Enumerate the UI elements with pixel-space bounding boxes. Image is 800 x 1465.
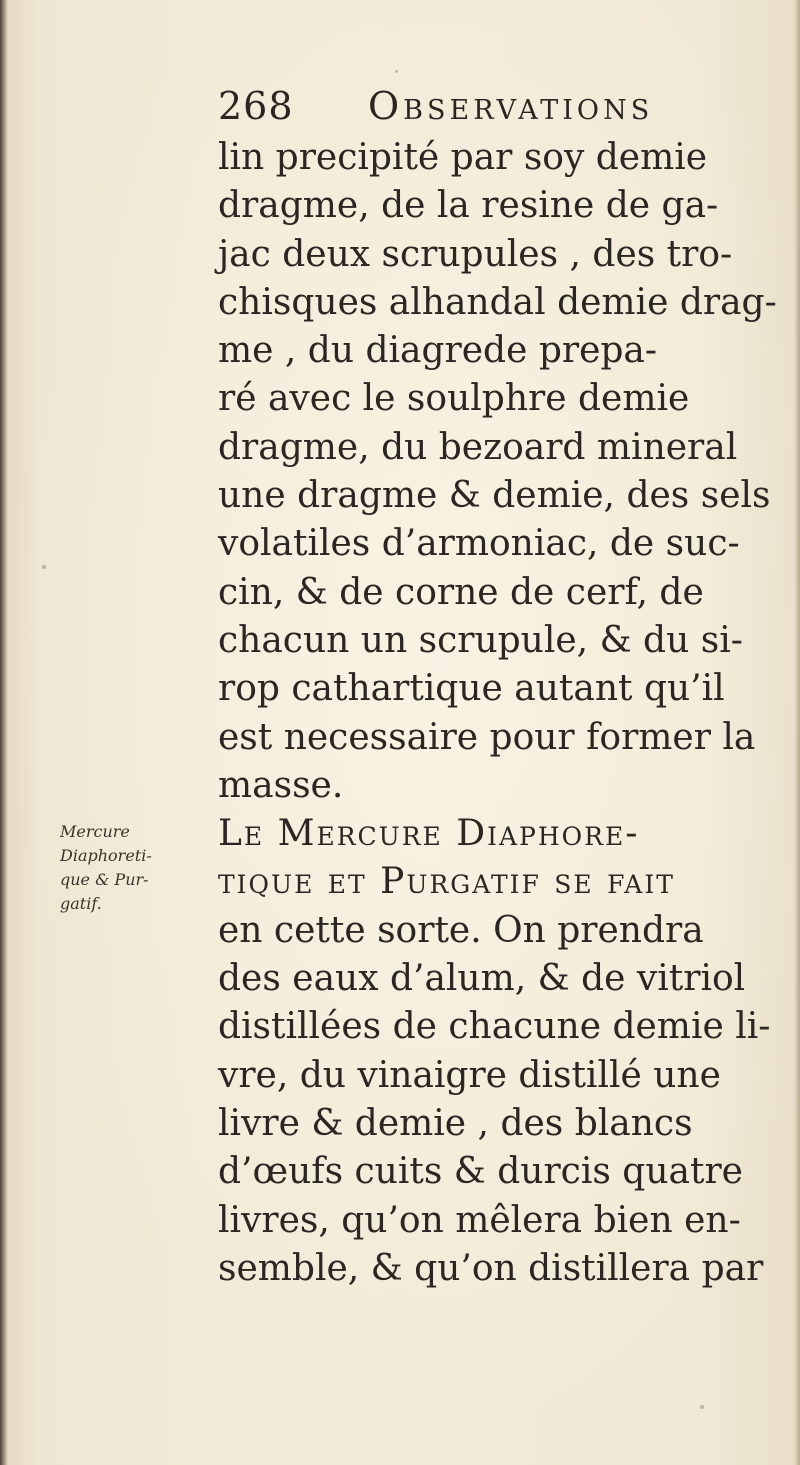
text-line: me , du diagrede prepa- [218,330,658,372]
text-line: d’œufs cuits & durcis quatre [218,1151,743,1193]
page-gutter-shadow [0,0,8,1465]
text-line: chisques alhandal demie drag- [218,281,777,323]
paper-speck [42,565,46,569]
margin-note-line: Diaphoreti- [60,846,152,865]
text-line: dragme, du bezoard mineral [218,426,738,468]
text-line: lin precipité par soy demie [218,137,708,178]
margin-note-line: que & Pur- [60,870,149,889]
section-heading-line: Le Mercure Diaphore- [218,813,640,855]
text-line: chacun un scrupule, & du si- [218,619,743,661]
text-line: en cette sorte. On prendra [218,909,704,951]
page-header [218,84,738,134]
section-heading-line: tique et Purgatif se fait [218,861,675,903]
margin-note-line: gatif. [60,894,102,913]
paper-speck [700,1405,704,1409]
text-line: semble, & qu’on distillera par [218,1247,764,1289]
page-number: 268 [218,84,294,128]
text-line: distillées de chacune demie li- [218,1006,771,1048]
text-line: ré avec le soulphre demie [218,378,690,420]
running-title: Observations [368,84,654,128]
margin-note-line: Mercure [60,822,130,841]
text-line: vre, du vinaigre distillé une [218,1054,721,1096]
margin-note [60,820,210,916]
text-line: cin, & de corne de cerf, de [218,571,704,613]
text-line: livres, qu’on mêlera bien en- [218,1199,741,1241]
text-line: une dragme & demie, des sels [218,475,771,517]
text-line: des eaux d’alum, & de vitriol [218,958,746,1000]
text-line: rop cathartique autant qu’il [218,668,725,710]
text-line: masse. [218,764,344,806]
page-edge-shadow [794,0,800,1465]
text-line: dragme, de la resine de ga- [218,185,719,227]
paper-speck [395,70,398,73]
text-line: est necessaire pour former la [218,716,756,758]
body-text [218,134,778,1293]
text-line: jac deux scrupules , des tro- [218,233,733,275]
text-line: volatiles d’armoniac, de suc- [218,523,740,565]
text-line: livre & demie , des blancs [218,1102,693,1144]
